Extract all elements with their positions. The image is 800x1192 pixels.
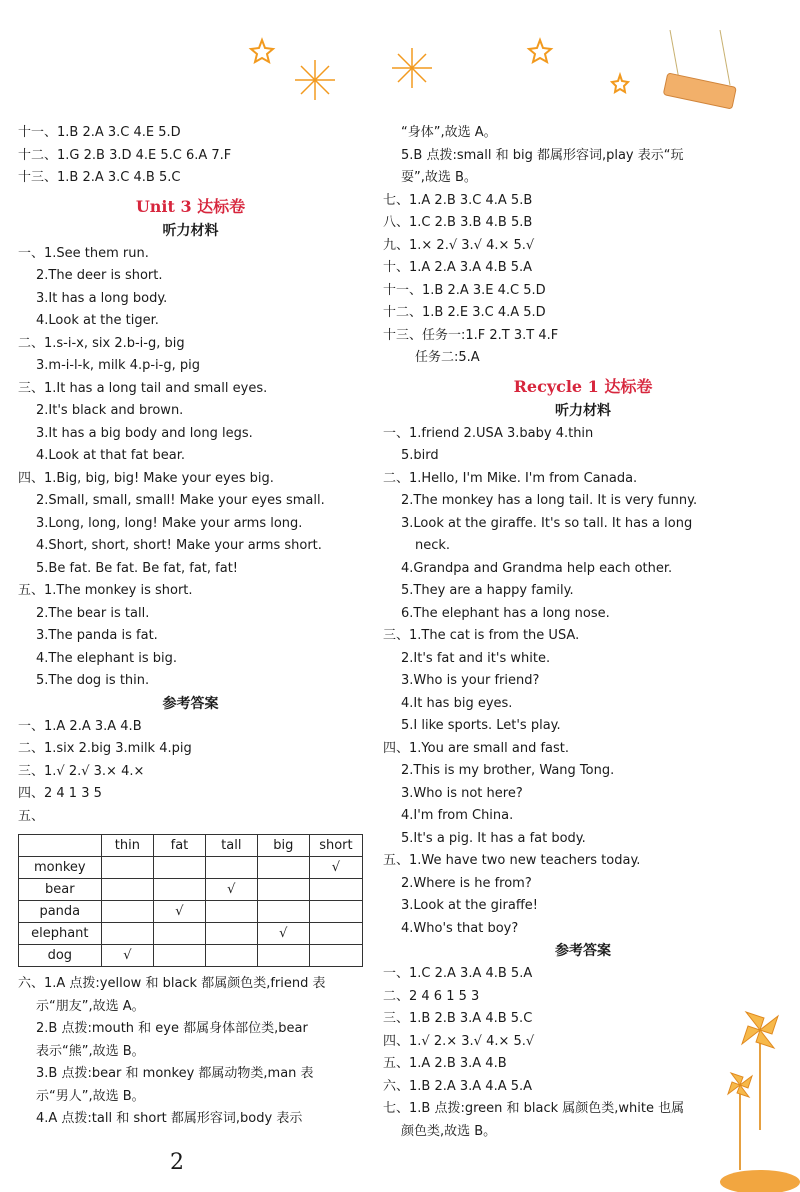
answers-heading: 参考答案 [162,695,219,712]
answer-line: 耍”,故选 B。 [401,170,477,185]
table-cell [309,901,362,923]
answer-line: 十二、1.B 2.E 3.C 4.A 5.D [383,305,546,320]
answer-line: 七、1.B 点拨:green 和 black 属颜色类,white 也属 [383,1101,685,1116]
listening-line: 4.The elephant is big. [36,650,178,666]
answers-heading: 参考答案 [555,943,611,959]
table-row [19,857,363,879]
listening-line: 3.Who is your friend? [401,673,540,688]
listening-line: 2.The bear is tall. [36,605,150,621]
table-cell [205,923,257,945]
star-icon [612,75,628,92]
answer-line: 5.B 点拨:small 和 big 都属形容词,play 表示“玩 [401,147,684,163]
page-number: 2 [170,1150,184,1175]
listening-line: 4.Short, short, short! Make your arms short. [36,538,322,553]
animal-table [18,834,363,967]
listening-line: 4.Grandpa and Grandma help each other. [401,560,673,576]
answer-line: 十、1.A 2.A 3.A 4.B 5.A [383,260,533,275]
listening-line: 4.It has big eyes. [401,695,513,711]
answer-line: 九、1.× 2.√ 3.√ 4.× 5.√ [383,237,535,253]
section-title: Recycle 1 达标卷 [513,376,653,396]
listening-line: 2.This is my brother, Wang Tong. [401,763,615,778]
explanation-line: 示“男人”,故选 B。 [36,1088,145,1104]
swing-decoration [663,30,736,109]
table-cell: elephant [19,923,102,945]
listening-line: 3.Long, long, long! Make your arms long. [36,515,303,531]
table-cell [101,857,153,879]
listening-line: 5.They are a happy family. [401,583,574,598]
listening-line: 4.Who's that boy? [401,920,519,936]
listening-line: 五、1.The monkey is short. [18,583,193,598]
listening-line: 4.Look at that fat bear. [36,448,185,463]
listening-line: 3.Look at the giraffe. It's so tall. It has a long [401,515,693,531]
answer-line: 七、1.A 2.B 3.C 4.A 5.B [383,192,533,208]
table-cell [257,901,309,923]
table-row [19,923,363,945]
listening-line: 6.The elephant has a long nose. [401,605,610,621]
explanation-line: 六、1.A 点拨:yellow 和 black 都属颜色类,friend 表 [18,976,326,991]
listening-line: 三、1.The cat is from the USA. [383,628,580,643]
table-cell: monkey [19,857,102,879]
table-row [19,945,363,967]
explanation-line: 表示“熊”,故选 B。 [36,1043,145,1059]
answer-line: 八、1.C 2.B 3.B 4.B 5.B [383,215,533,230]
listening-line: 3.It has a big body and long legs. [36,425,253,441]
listening-line: 二、1.Hello, I'm Mike. I'm from Canada. [383,470,638,486]
answer-line: 十一、1.B 2.A 3.C 4.E 5.D [18,125,181,140]
right-column [383,122,783,1143]
listening-line: 3.The panda is fat. [36,628,158,643]
listening-line: 三、1.It has a long tail and small eyes. [18,380,268,396]
answer-line: 十三、1.B 2.A 3.C 4.B 5.C [18,170,181,185]
table-cell [205,857,257,879]
listening-line: 一、1.friend 2.USA 3.baby 4.thin [383,425,594,441]
answer-line: 十二、1.G 2.B 3.D 4.E 5.C 6.A 7.F [18,147,232,163]
listening-line: 5.The dog is thin. [36,673,150,688]
answer-line: 任务二:5.A [415,350,480,365]
listening-line: 2.Where is he from? [401,875,532,891]
listening-line: 5.bird [401,448,439,463]
table-cell [154,923,206,945]
answer-line: 六、1.B 2.A 3.A 4.A 5.A [383,1078,533,1094]
answer-line: 十三、任务一:1.F 2.T 3.T 4.F [383,327,559,343]
table-row [19,879,363,901]
listening-line: 五、1.We have two new teachers today. [383,853,641,868]
listening-line: 四、1.Big, big, big! Make your eyes big. [18,470,274,486]
answer-line: 四、2 4 1 3 5 [18,786,102,801]
listening-line: 2.It's black and brown. [36,403,184,418]
listening-line: 3.Who is not here? [401,785,523,801]
table-cell: dog [19,945,102,967]
answer-line: “身体”,故选 A。 [401,125,497,140]
answer-line: 二、2 4 6 1 5 3 [383,988,480,1004]
firework-icon [392,48,432,88]
table-cell [154,857,206,879]
table-header: short [309,835,362,857]
table-cell: √ [205,879,257,901]
table-cell [257,945,309,967]
pinwheel-icon [728,1073,752,1170]
listening-heading: 听力材料 [555,402,611,419]
listening-line: 5.It's a pig. It has a fat body. [401,830,586,846]
listening-line: 4.Look at the tiger. [36,313,159,328]
table-cell [154,879,206,901]
listening-line: 3.It has a long body. [36,290,168,306]
table-cell [101,901,153,923]
table-header: big [257,835,309,857]
listening-line: 5.Be fat. Be fat. Be fat, fat, fat! [36,560,239,576]
listening-line: 3.Look at the giraffe! [401,898,538,913]
listening-line: 四、1.You are small and fast. [383,740,569,756]
table-cell [205,945,257,967]
star-icon [529,40,551,62]
table-cell: √ [309,857,362,879]
table-header [19,835,102,857]
table-cell [205,901,257,923]
table-header: thin [101,835,153,857]
table-cell [309,923,362,945]
header-decoration [240,30,760,130]
table-cell [101,879,153,901]
star-icon [251,40,273,62]
listening-line: 5.I like sports. Let's play. [401,718,561,733]
table-cell [309,945,362,967]
table-header: tall [205,835,257,857]
listening-line: 2.It's fat and it's white. [401,650,551,666]
table-header: fat [154,835,206,857]
listening-heading: 听力材料 [162,222,219,239]
table-cell: panda [19,901,102,923]
answer-line: 四、1.√ 2.× 3.√ 4.× 5.√ [383,1033,535,1049]
section-title: Unit 3 达标卷 [135,196,246,216]
listening-line: 2.The deer is short. [36,268,163,283]
table-header-row [19,835,363,857]
answer-line: 十一、1.B 2.A 3.E 4.C 5.D [383,282,546,298]
answer-line: 颜色类,故选 B。 [401,1123,497,1139]
table-cell: √ [257,923,309,945]
listening-line: 2.Small, small, small! Make your eyes small. [36,493,325,508]
listening-line: 4.I'm from China. [401,808,514,823]
table-cell: bear [19,879,102,901]
explanation-line: 2.B 点拨:mouth 和 eye 都属身体部位类,bear [36,1021,308,1036]
explanation-line: 示“朋友”,故选 A。 [36,998,145,1014]
pinwheel-icon [742,1012,778,1130]
listening-line: 3.m-i-l-k, milk 4.p-i-g, pig [36,358,200,373]
answer-line: 一、1.A 2.A 3.A 4.B [18,718,142,734]
table-cell [101,923,153,945]
table-cell [257,857,309,879]
table-cell [309,879,362,901]
answer-line: 二、1.six 2.big 3.milk 4.pig [18,741,192,756]
listening-line: 2.The monkey has a long tail. It is very funny. [401,493,698,508]
listening-line: 二、1.s-i-x, six 2.b-i-g, big [18,335,185,351]
left-column [18,122,363,1131]
table-row [19,901,363,923]
table-cell: √ [154,901,206,923]
firework-icon [295,60,335,100]
explanation-line: 4.A 点拨:tall 和 short 都属形容词,body 表示 [36,1111,303,1126]
answer-line: 五、 [18,808,45,824]
table-cell [257,879,309,901]
table-cell: √ [101,945,153,967]
answer-line: 三、1.B 2.B 3.A 4.B 5.C [383,1011,533,1026]
listening-line: 一、1.See them run. [18,245,149,261]
answer-line: 一、1.C 2.A 3.A 4.B 5.A [383,966,533,981]
answer-line: 五、1.A 2.B 3.A 4.B [383,1056,507,1071]
footer-decoration [720,1000,800,1192]
table-cell [154,945,206,967]
listening-line: neck. [415,538,451,553]
answer-line: 三、1.√ 2.√ 3.× 4.× [18,763,145,779]
explanation-line: 3.B 点拨:bear 和 monkey 都属动物类,man 表 [36,1066,314,1081]
